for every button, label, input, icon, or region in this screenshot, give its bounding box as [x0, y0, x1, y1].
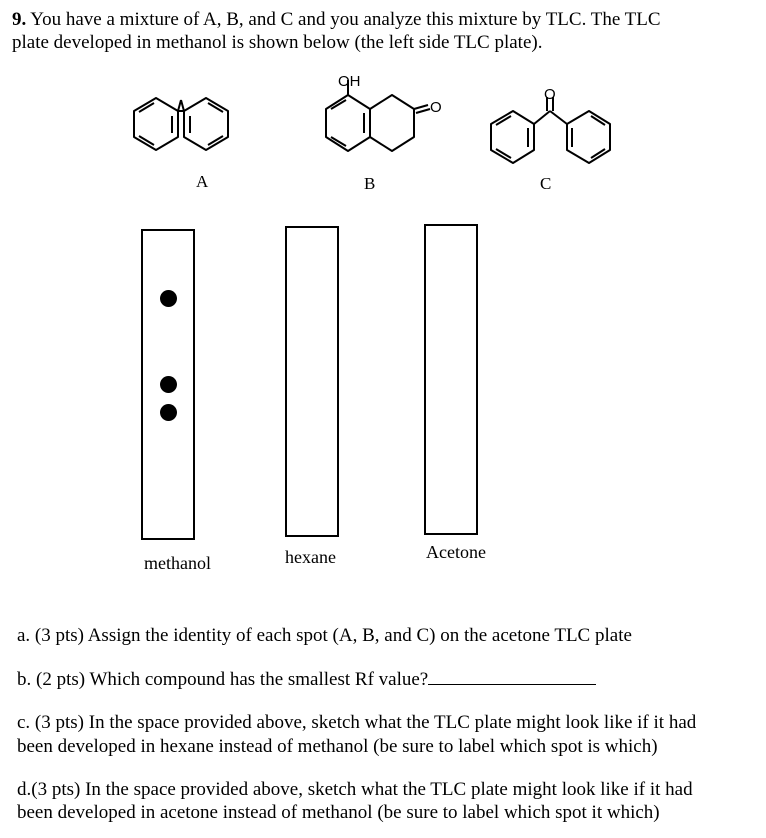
compound-b-label: B: [364, 174, 376, 193]
compound-b-o-label: O: [430, 99, 442, 116]
tlc-spot: [160, 376, 177, 393]
plate-label-methanol: methanol: [144, 553, 211, 573]
tlc-spot: [160, 290, 177, 307]
part-c-line-2: been developed in hexane instead of methanol (be sure to label which spot is which): [17, 736, 658, 757]
tlc-plate-acetone: [424, 224, 478, 535]
compound-b-oh-label: OH: [338, 73, 361, 90]
part-d-line-1: d.(3 pts) In the space provided above, sketch what the TLC plate might look like if it had: [17, 779, 693, 800]
part-d-line-2: been developed in acetone instead of methanol (be sure to label which spot it which): [17, 802, 660, 823]
part-b-text: b. (2 pts) Which compound has the smallest Rf value?: [17, 669, 429, 690]
part-b: [17, 667, 596, 691]
compound-b-structure: [326, 80, 430, 151]
answer-blank[interactable]: [428, 667, 596, 685]
chemical-structures: [0, 0, 766, 200]
compound-c-structure: [491, 97, 610, 163]
question-line-2: plate developed in methanol is shown below (the left side TLC plate).: [12, 32, 543, 53]
plate-label-acetone: Acetone: [426, 542, 486, 562]
question-number: 9.: [12, 9, 27, 30]
part-a: a. (3 pts) Assign the identity of each spot (A, B, and C) on the acetone TLC plate: [17, 625, 632, 646]
compound-c-label: C: [540, 174, 552, 193]
tlc-plate-hexane: [285, 226, 339, 537]
tlc-spot: [160, 404, 177, 421]
question-text-1: You have a mixture of A, B, and C and you analyze this mixture by TLC. The TLC: [30, 9, 661, 30]
plate-label-hexane: hexane: [285, 547, 336, 567]
compound-a-label: A: [196, 172, 209, 191]
compound-c-o-label: O: [544, 86, 556, 103]
compound-a-structure: [134, 98, 228, 150]
part-c-line-1: c. (3 pts) In the space provided above, sketch what the TLC plate might look like if it had: [17, 712, 697, 733]
tlc-plate-methanol: [141, 229, 195, 540]
